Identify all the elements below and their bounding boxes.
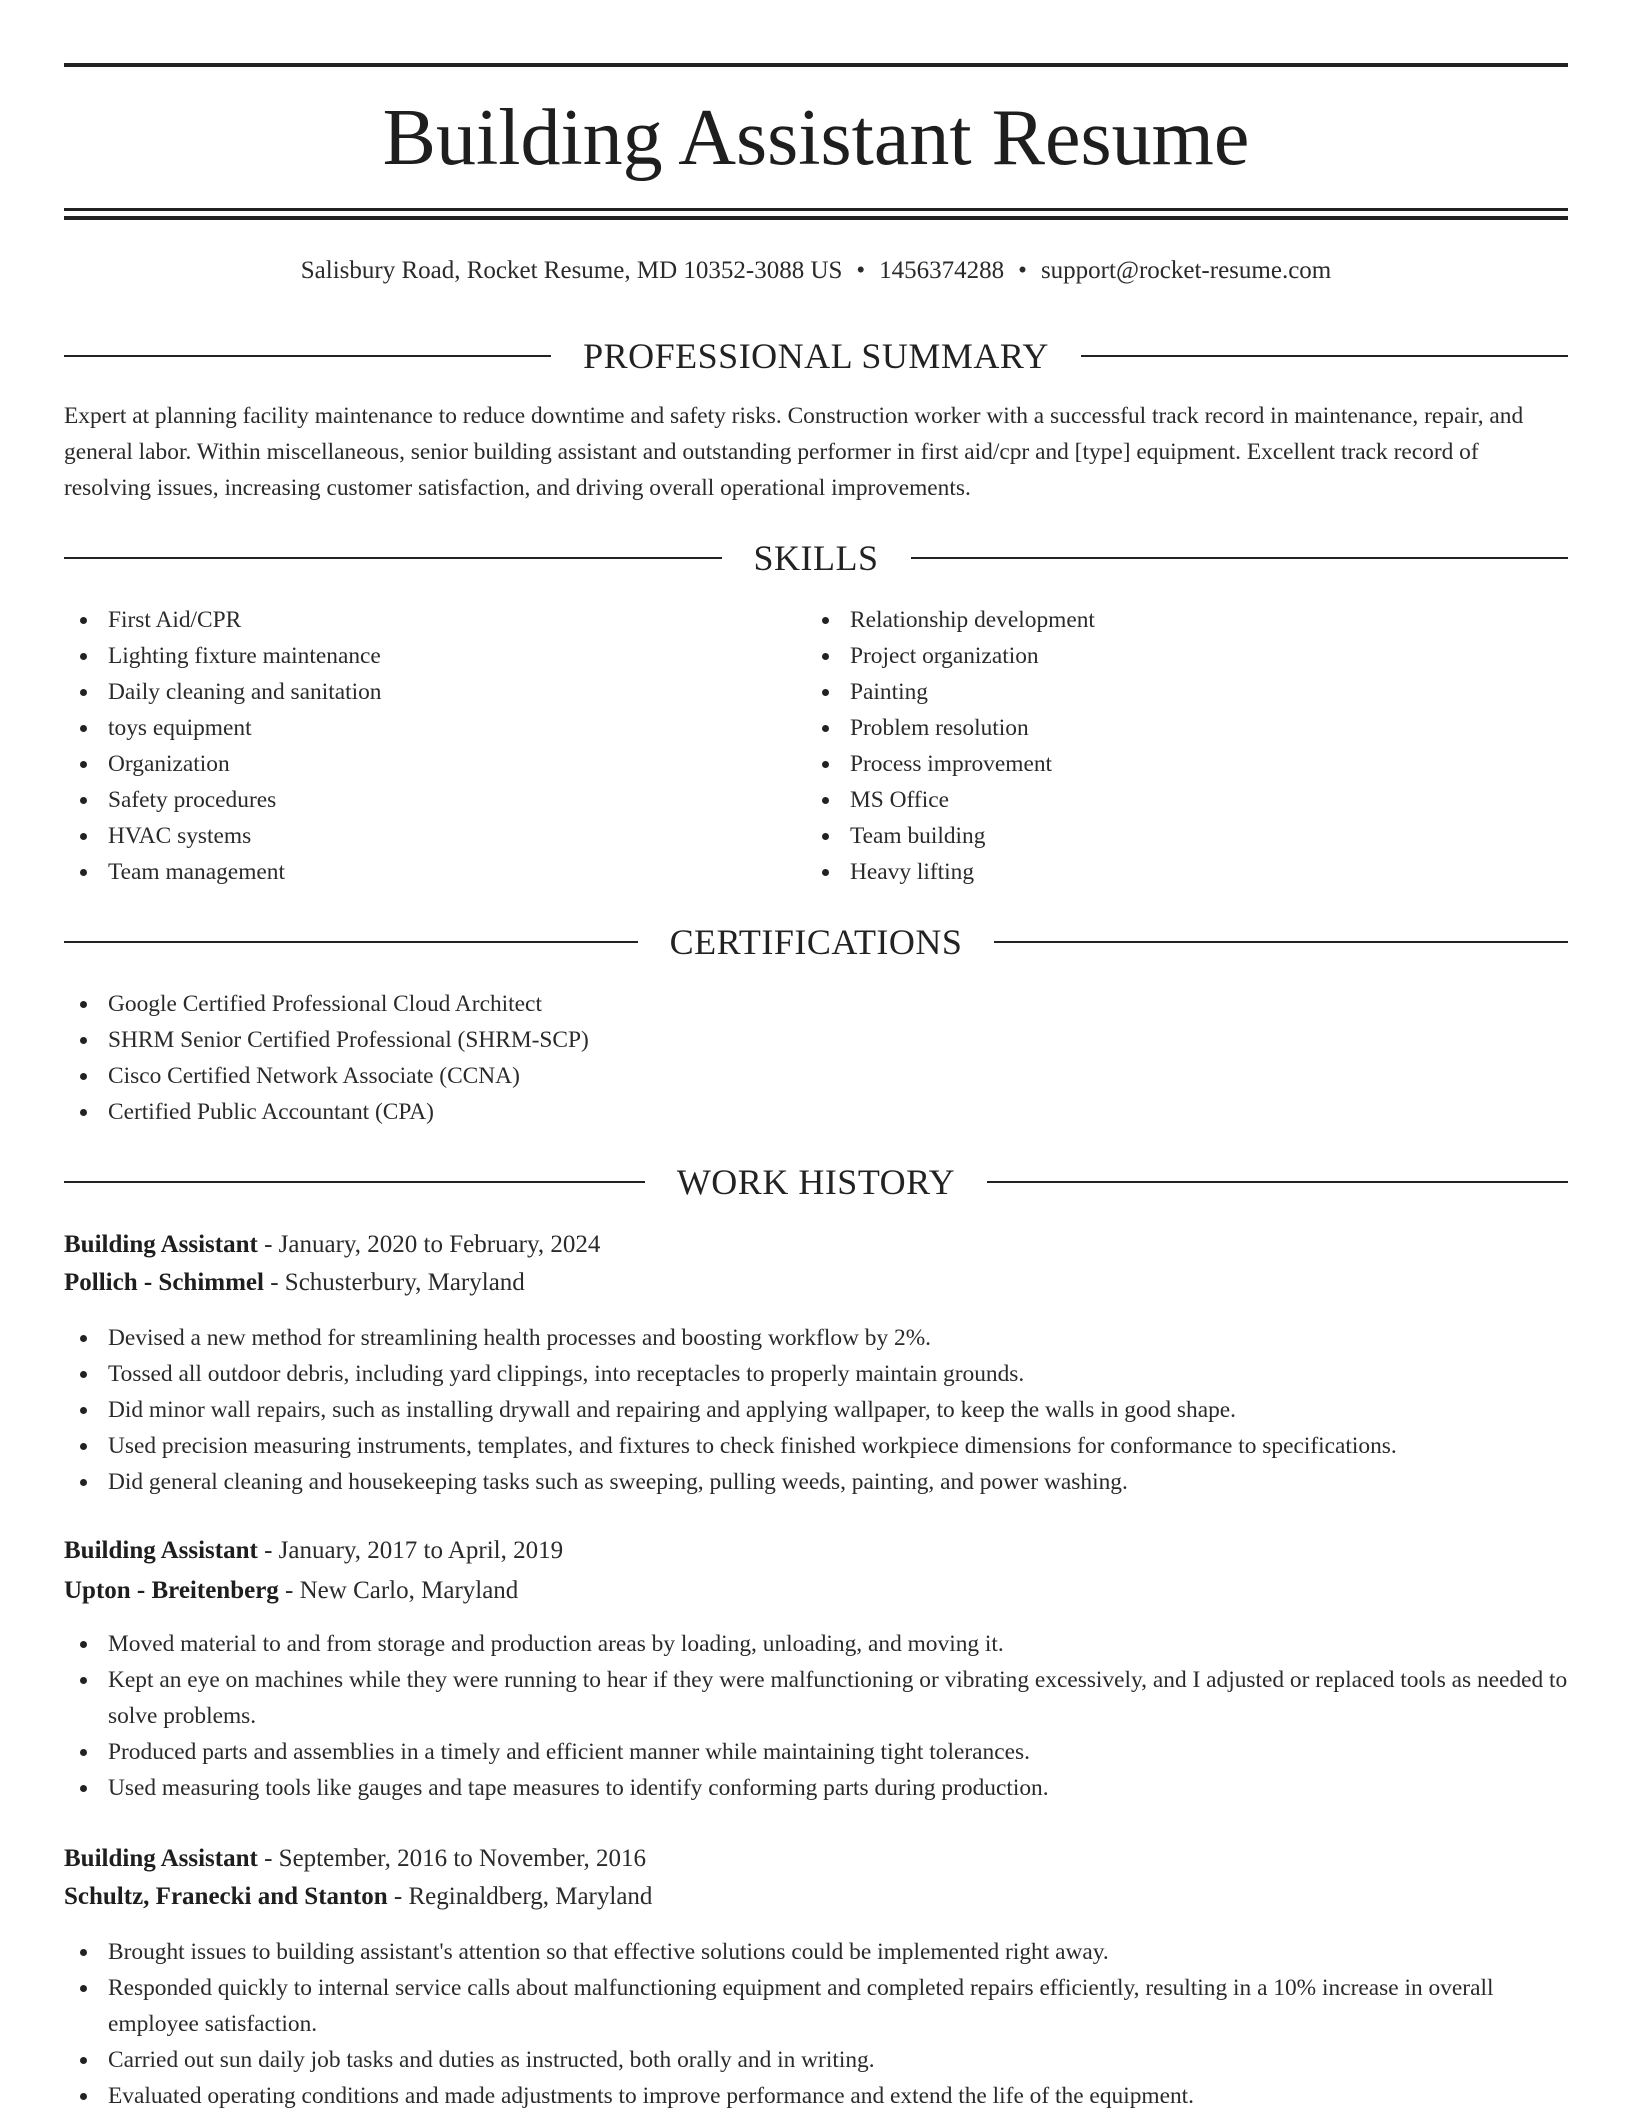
skill-item: toys equipment <box>64 710 764 746</box>
skill-item: Safety procedures <box>64 782 764 818</box>
heading-rule <box>911 557 1569 559</box>
skill-item: Organization <box>64 746 764 782</box>
skill-item: First Aid/CPR <box>64 602 764 638</box>
job-bullet: Kept an eye on machines while they were running to hear if they were malfunctioning or vibrating excessively, and I adjusted or replaced tools as needed to solve problems. <box>64 1662 1568 1734</box>
contact-separator: • <box>1018 257 1027 284</box>
skill-item: Team building <box>806 818 1546 854</box>
summary-text: Expert at planning facility maintenance to reduce downtime and safety risks. Construction worker with a successful track record in maintenance, repair, and general labor. Within miscellaneous, senior building assistant and outstanding performer in first aid/cpr and [type] equipment. Excellent track record of resolving issues, increasing customer satisfaction, and driving overall operational improvements. <box>64 403 1524 501</box>
section-heading-certifications <box>64 920 1568 964</box>
job-bullet: Moved material to and from storage and production areas by loading, unloading, and moving it. <box>64 1626 1568 1662</box>
job-company-line <box>64 1572 1568 1610</box>
job-bullet: Did general cleaning and housekeeping tasks such as sweeping, pulling weeds, painting, and power washing. <box>64 1464 1568 1500</box>
contact-line <box>0 254 1632 288</box>
job-bullet: Responded quickly to internal service calls about malfunctioning equipment and completed repairs efficiently, resulting in a 10% increase in overall employee satisfaction. <box>64 1970 1568 2042</box>
skill-item: Daily cleaning and sanitation <box>64 674 764 710</box>
contact-phone: 1456374288 <box>879 257 1005 284</box>
job-dates: - September, 2016 to November, 2016 <box>257 1845 647 1872</box>
job-location: - New Carlo, Maryland <box>278 1577 519 1604</box>
heading-rule <box>64 355 551 357</box>
section-heading-work-history <box>64 1160 1568 1204</box>
heading-rule <box>987 1181 1568 1183</box>
certification-item: Google Certified Professional Cloud Architect <box>64 986 1568 1022</box>
certification-item: Certified Public Accountant (CPA) <box>64 1094 1568 1130</box>
section-heading-summary <box>64 334 1568 378</box>
job-bullet: Produced parts and assemblies in a timely and efficient manner while maintaining tight tolerances. <box>64 1734 1568 1770</box>
job-bullet: Used measuring tools like gauges and tape measures to identify conforming parts during production. <box>64 1770 1568 1806</box>
job-bullet: Used precision measuring instruments, templates, and fixtures to check finished workpiece dimensions for conformance to specifications. <box>64 1428 1568 1464</box>
job-company-line <box>64 1878 1568 1916</box>
job-title: Building Assistant <box>64 1845 258 1872</box>
header-double-rule-upper <box>64 208 1568 211</box>
job-bullets <box>64 1320 1568 1500</box>
job-dates: - January, 2020 to February, 2024 <box>257 1231 601 1258</box>
skill-item: HVAC systems <box>64 818 764 854</box>
job-bullet: Brought issues to building assistant's attention so that effective solutions could be implemented right away. <box>64 1934 1568 1970</box>
job-title-line <box>64 1532 1568 1570</box>
job-title: Building Assistant <box>64 1537 258 1564</box>
job-location: - Schusterbury, Maryland <box>263 1269 525 1296</box>
skill-item: Lighting fixture maintenance <box>64 638 764 674</box>
skills-list-left <box>64 602 764 890</box>
skill-item: Process improvement <box>806 746 1546 782</box>
certification-item: Cisco Certified Network Associate (CCNA) <box>64 1058 1568 1094</box>
job-company: Upton - Breitenberg <box>64 1577 279 1604</box>
contact-email: support@rocket-resume.com <box>1040 257 1332 284</box>
page-title: Building Assistant Resume <box>382 94 1250 182</box>
heading-rule <box>994 941 1568 943</box>
section-title: SKILLS <box>753 538 879 578</box>
job-title: Building Assistant <box>64 1231 258 1258</box>
heading-rule <box>64 941 638 943</box>
job-bullets <box>64 1934 1568 2114</box>
job-company-line <box>64 1264 1568 1302</box>
contact-separator: • <box>856 257 866 284</box>
certification-item: SHRM Senior Certified Professional (SHRM-SCP) <box>64 1022 1568 1058</box>
section-heading-skills <box>64 536 1568 580</box>
job-bullets <box>64 1626 1568 1806</box>
job-title-line <box>64 1840 1568 1878</box>
skill-item: Team management <box>64 854 764 890</box>
header-double-rule-lower <box>64 216 1568 220</box>
job-bullet: Tossed all outdoor debris, including yard clippings, into receptacles to properly maintain grounds. <box>64 1356 1568 1392</box>
skill-item: Heavy lifting <box>806 854 1546 890</box>
skill-item: Relationship development <box>806 602 1546 638</box>
skill-item: Painting <box>806 674 1546 710</box>
skills-list-right <box>806 602 1546 890</box>
job-company: Schultz, Franecki and Stanton <box>64 1883 388 1910</box>
contact-address: Salisbury Road, Rocket Resume, MD 10352-3088 US <box>300 257 843 284</box>
job-bullet: Devised a new method for streamlining health processes and boosting workflow by 2%. <box>64 1320 1568 1356</box>
job-dates: - January, 2017 to April, 2019 <box>257 1537 564 1564</box>
heading-rule <box>1081 355 1568 357</box>
heading-rule <box>64 1181 645 1183</box>
certifications-list <box>64 986 1568 1130</box>
skill-item: Problem resolution <box>806 710 1546 746</box>
section-title: WORK HISTORY <box>676 1162 956 1202</box>
skill-item: MS Office <box>806 782 1546 818</box>
heading-rule <box>64 557 722 559</box>
job-location: - Reginaldberg, Maryland <box>387 1883 653 1910</box>
section-title: CERTIFICATIONS <box>669 922 963 962</box>
header-top-rule <box>64 63 1568 67</box>
job-bullet: Did minor wall repairs, such as installing drywall and repairing and applying wallpaper, to keep the walls in good shape. <box>64 1392 1568 1428</box>
skill-item: Project organization <box>806 638 1546 674</box>
job-bullet: Evaluated operating conditions and made adjustments to improve performance and extend the life of the equipment. <box>64 2078 1568 2114</box>
job-bullet: Carried out sun daily job tasks and duties as instructed, both orally and in writing. <box>64 2042 1568 2078</box>
section-title: PROFESSIONAL SUMMARY <box>583 336 1049 376</box>
job-company: Pollich - Schimmel <box>64 1269 264 1296</box>
job-title-line <box>64 1226 1568 1264</box>
